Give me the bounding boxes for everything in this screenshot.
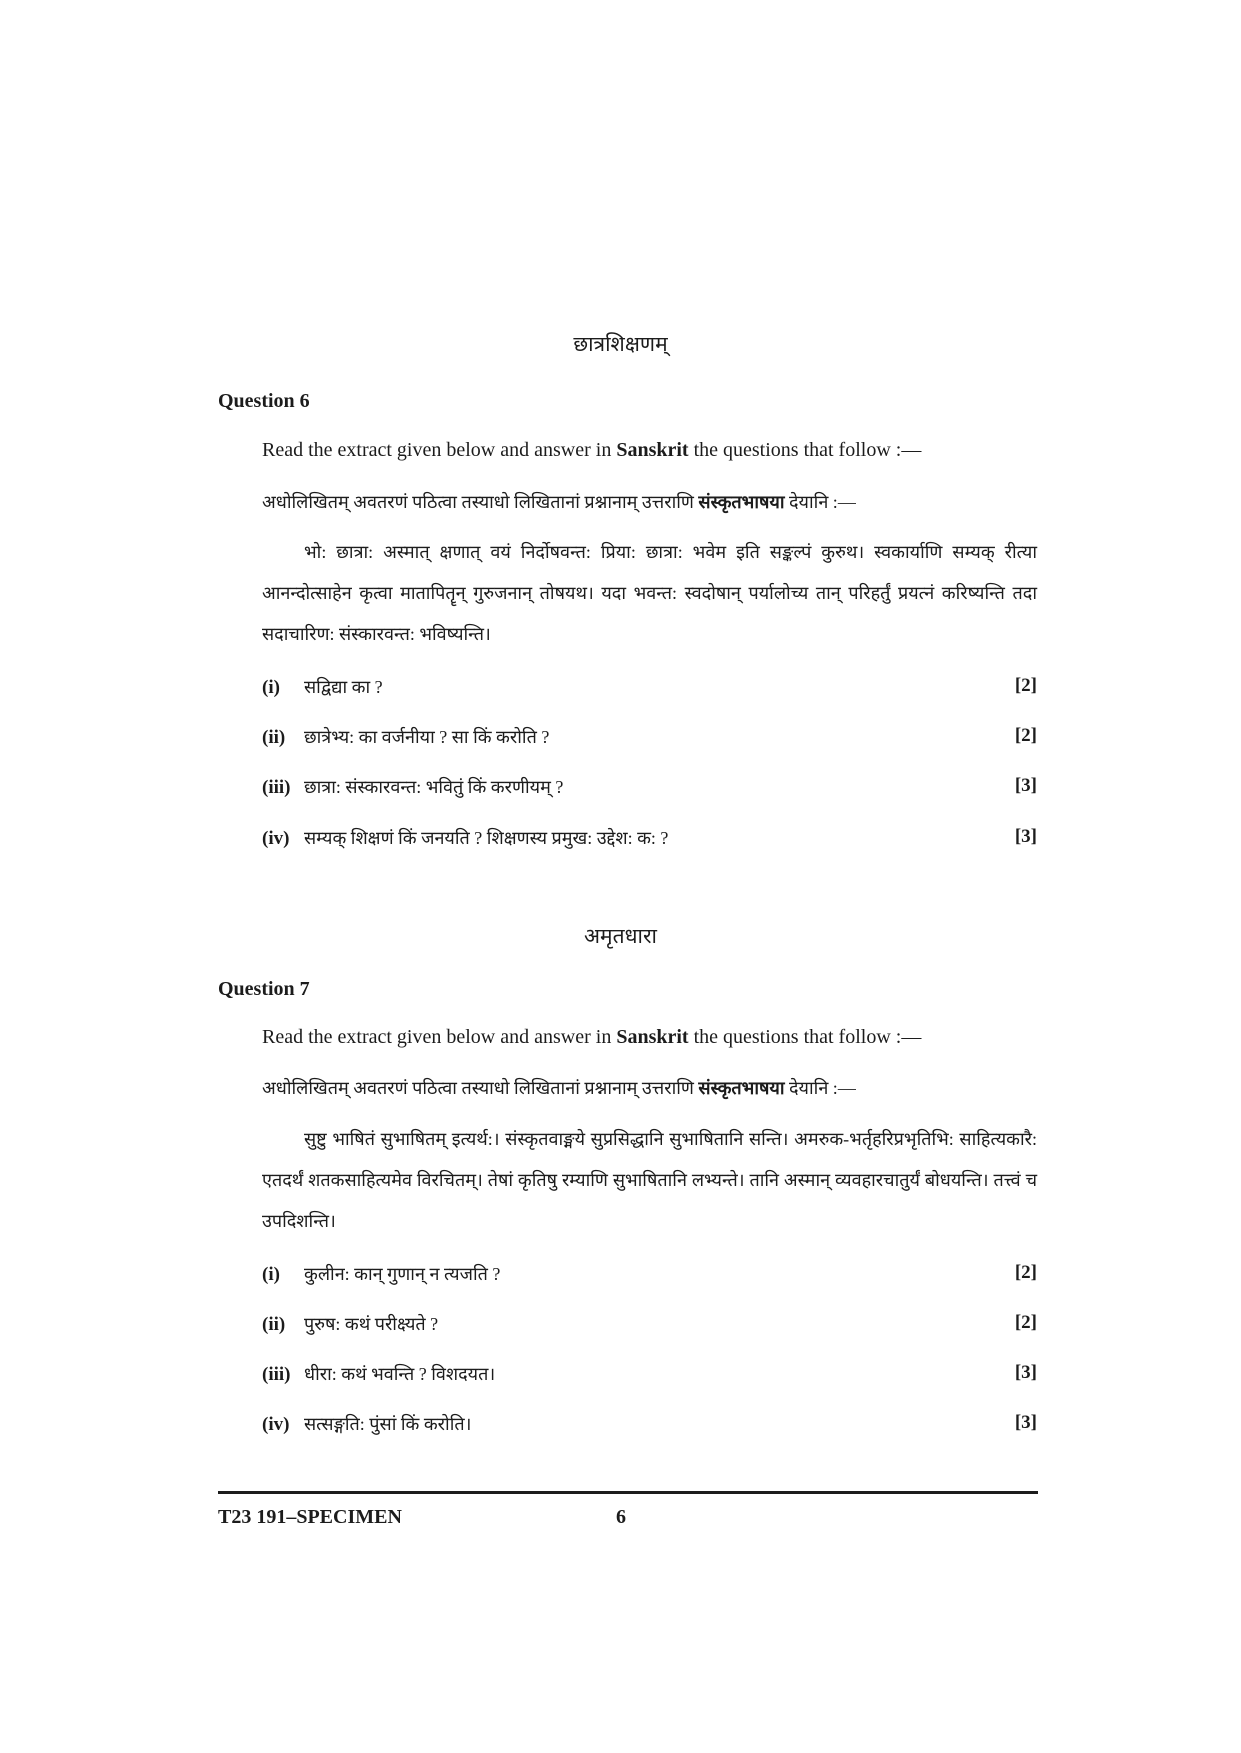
subquestion-marks: [2] <box>1014 675 1037 696</box>
subquestion-marks: [3] <box>1014 1412 1037 1433</box>
subquestion-number: (ii) <box>262 1314 286 1335</box>
subquestion-marks: [2] <box>1014 1262 1037 1283</box>
q7-instruction-en: Read the extract given below and answer in Sanskrit the questions that follow :— <box>262 1026 922 1048</box>
subquestion-marks: [3] <box>1014 775 1037 796</box>
q6-subquestion <box>262 775 1037 799</box>
subquestion-number: (iii) <box>262 1364 291 1385</box>
q7-subquestion <box>262 1262 1037 1286</box>
q6-subquestion <box>262 675 1037 699</box>
subquestion-marks: [3] <box>1014 1362 1037 1383</box>
subquestion-text: सद्विद्या का ? <box>304 677 383 697</box>
paper-code: T23 191–SPECIMEN <box>218 1506 402 1528</box>
subquestion-text: पुरुष: कथं परीक्ष्यते ? <box>304 1314 439 1334</box>
subquestion-text: छात्रा: संस्कारवन्त: भवितुं किं करणीयम् ? <box>304 777 564 797</box>
q6-heading: Question 6 <box>218 390 310 412</box>
subquestion-number: (ii) <box>262 727 286 748</box>
page-number: 6 <box>616 1506 626 1528</box>
q7-instruction-sa: अधोलिखितम् अवतरणं पठित्वा तस्याधो लिखितानां प्रश्नानाम् उत्तराणि संस्कृतभाषया देयानि :— <box>262 1078 856 1098</box>
q7-subquestion <box>262 1412 1037 1436</box>
q6-subquestion <box>262 826 1037 850</box>
q6-instruction-en: Read the extract given below and answer in Sanskrit the questions that follow :— <box>262 439 922 461</box>
subquestion-text: धीरा: कथं भवन्ति ? विशदयत। <box>304 1364 496 1384</box>
subquestion-text: छात्रेभ्य: का वर्जनीया ? सा किं करोति ? <box>304 727 550 747</box>
q6-section-title: छात्रशिक्षणम् <box>573 332 668 356</box>
q7-section-title: अमृतधारा <box>584 924 657 948</box>
subquestion-number: (iv) <box>262 828 290 849</box>
footer-divider <box>218 1491 1038 1494</box>
subquestion-marks: [2] <box>1014 725 1037 746</box>
q7-subquestion <box>262 1312 1037 1336</box>
subquestion-text: कुलीन: कान् गुणान् न त्यजति ? <box>304 1264 501 1284</box>
q6-subquestion <box>262 725 1037 749</box>
q6-instruction-sa: अधोलिखितम् अवतरणं पठित्वा तस्याधो लिखितानां प्रश्नानाम् उत्तराणि संस्कृतभाषया देयानि :— <box>262 492 856 512</box>
subquestion-marks: [3] <box>1014 826 1037 847</box>
subquestion-text: सम्यक् शिक्षणं किं जनयति ? शिक्षणस्य प्रमुख: उद्देश: क: ? <box>304 828 669 848</box>
subquestion-number: (iii) <box>262 777 291 798</box>
subquestion-marks: [2] <box>1014 1312 1037 1333</box>
subquestion-text: सत्सङ्गति: पुंसां किं करोति। <box>304 1414 472 1434</box>
q6-passage: भो: छात्रा: अस्मात् क्षणात् वयं निर्दोषवन्त: प्रिया: छात्रा: भवेम इति सङ्कल्पं कुरुथ। स्वकार्याणि सम्यक् रीत्या आनन्दोत्साहेन कृत्वा मातापितॄन् गुरुजनान् तोषयथ। यदा भवन्त: स्वदोषान् पर्यालोच्य तान् परिहर्तुं प्रयत्नं करिष्यन्ति तदा सदाचारिण: संस्कारवन्त: भविष्यन्ति। <box>262 542 1037 644</box>
q7-subquestion <box>262 1362 1037 1386</box>
subquestion-number: (i) <box>262 677 280 698</box>
subquestion-number: (iv) <box>262 1414 290 1435</box>
q7-heading: Question 7 <box>218 978 310 1000</box>
q7-passage: सुष्टु भाषितं सुभाषितम् इत्यर्थ:। संस्कृतवाङ्मये सुप्रसिद्धानि सुभाषितानि सन्ति। अमरुक-भर्तृहरिप्रभृतिभि: साहित्यकारै: एतदर्थं शतकसाहित्यमेव विरचितम्। तेषां कृतिषु रम्याणि सुभाषितानि लभ्यन्ते। तानि अस्मान् व्यवहारचातुर्यं बोधयन्ति। तत्त्वं च उपदिशन्ति। <box>262 1129 1037 1231</box>
subquestion-number: (i) <box>262 1264 280 1285</box>
